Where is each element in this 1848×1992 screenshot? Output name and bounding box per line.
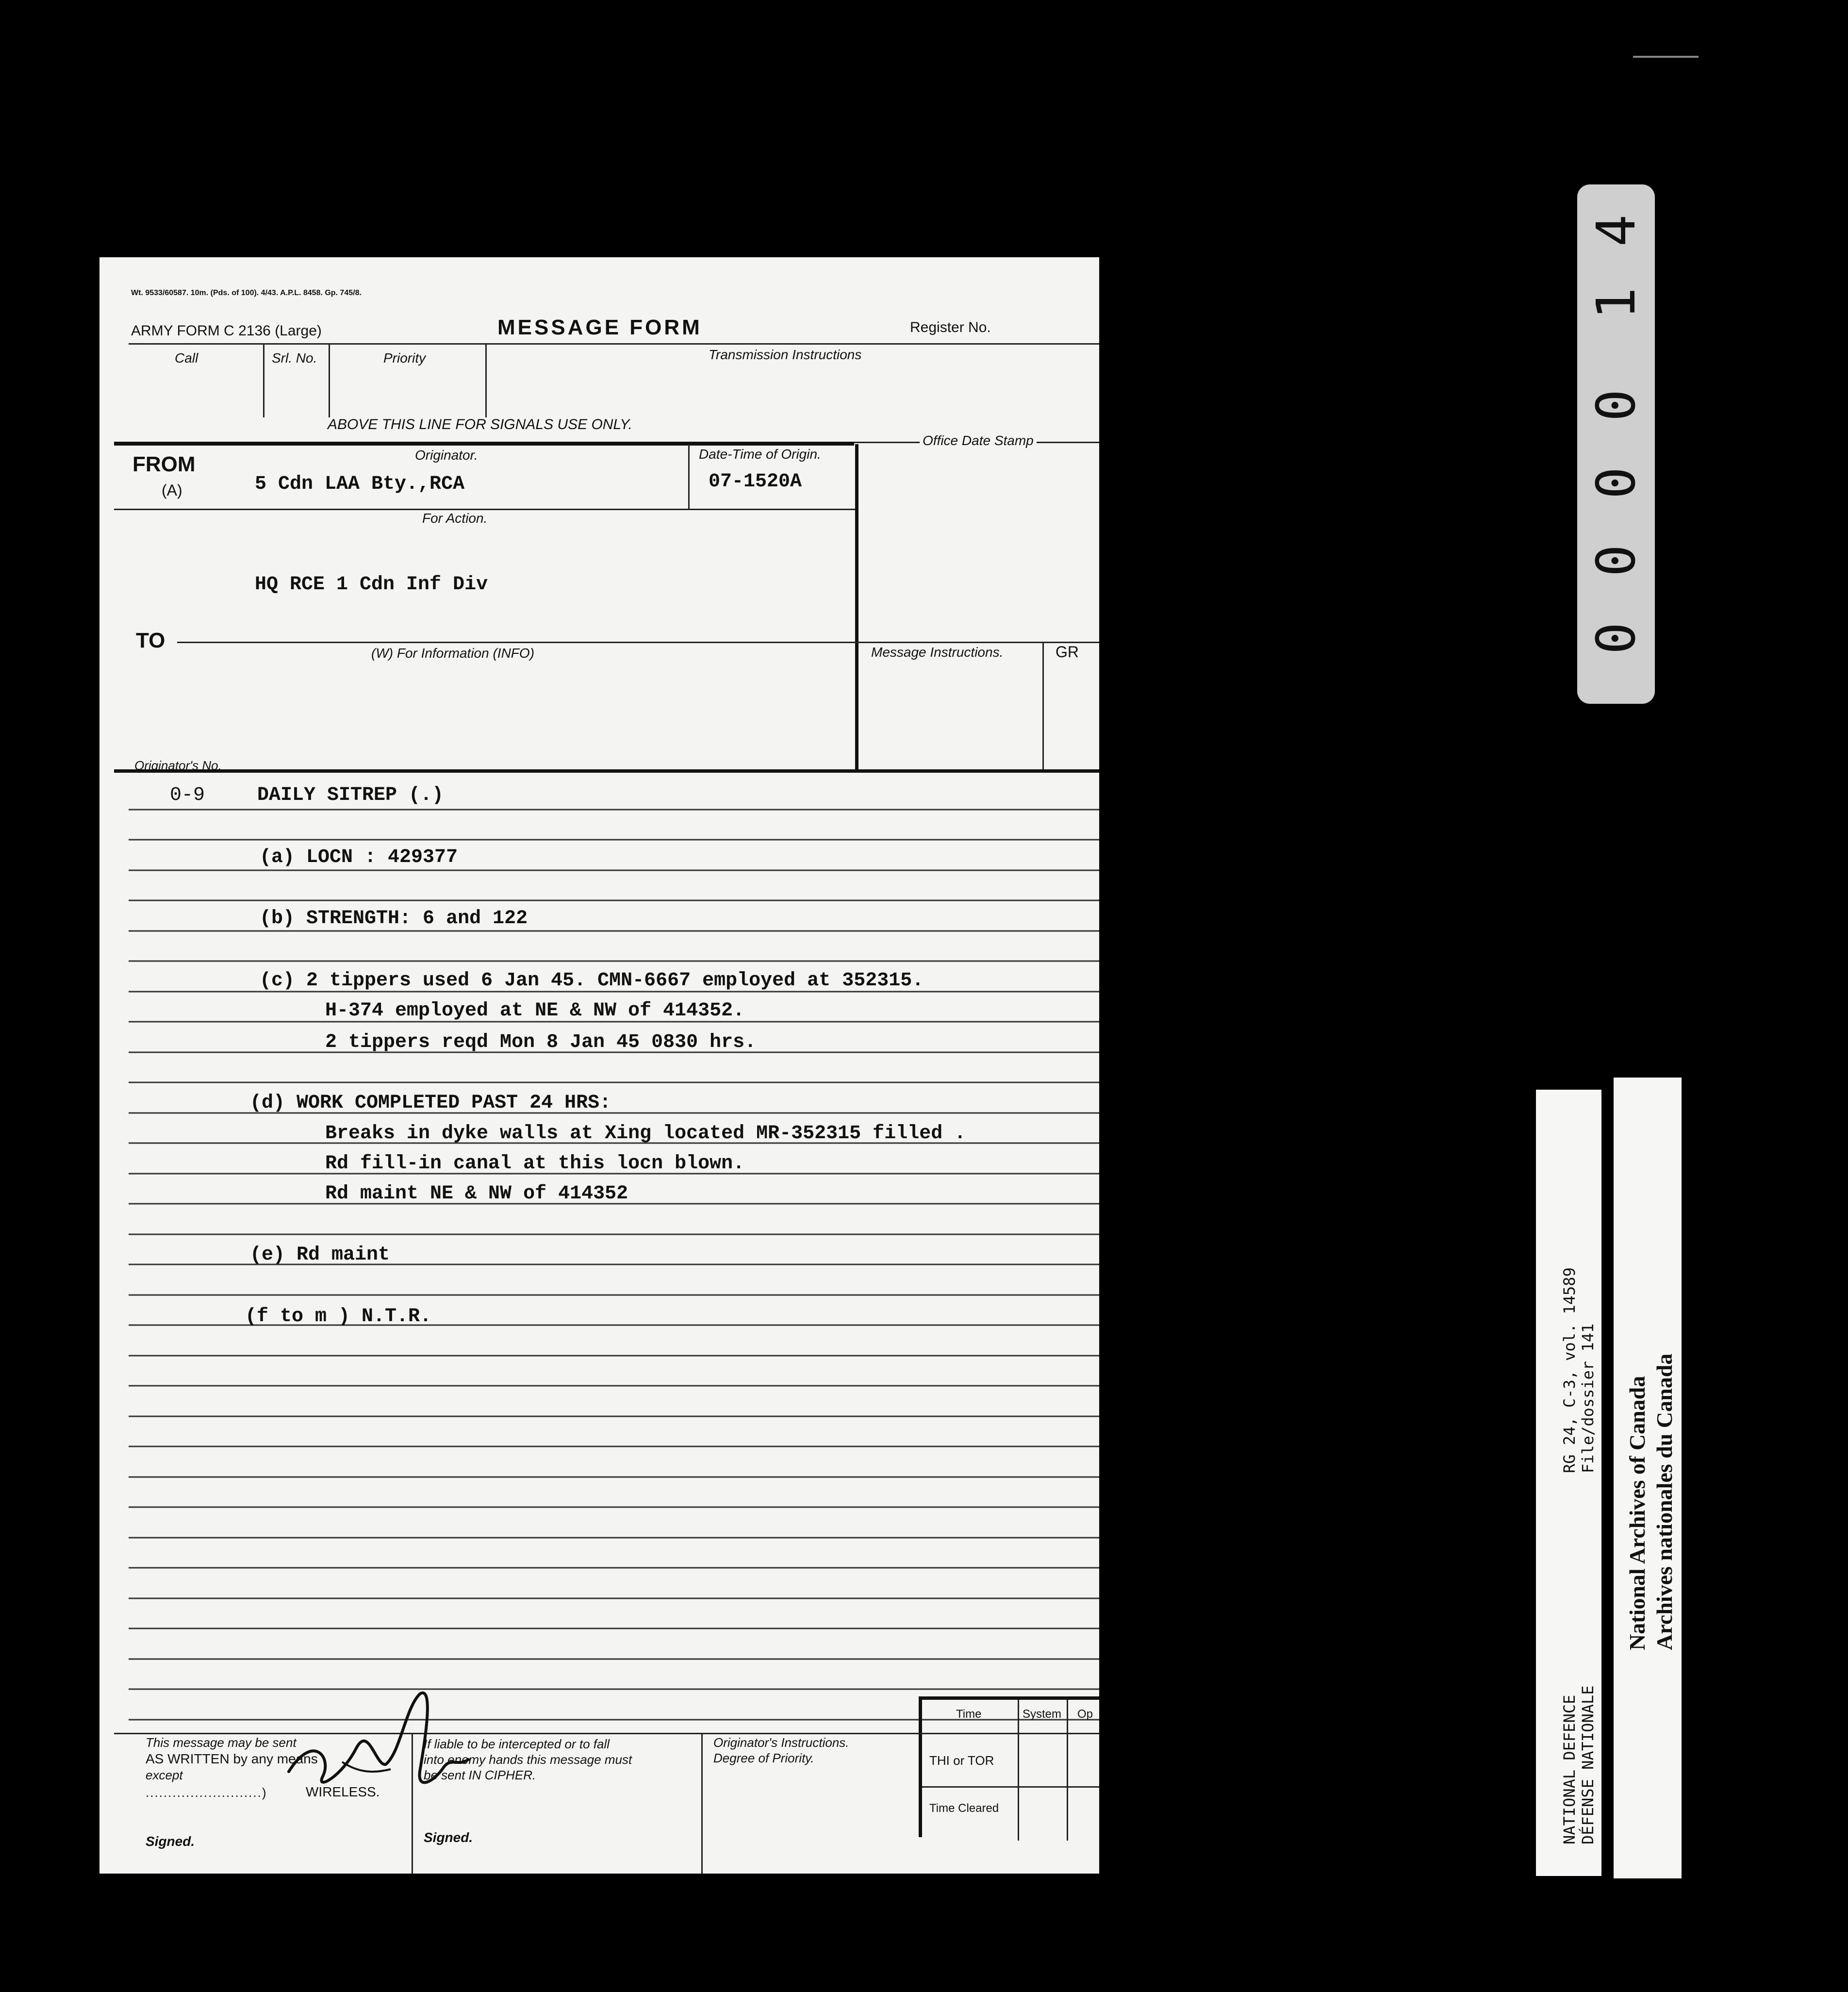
heavy-rule bbox=[920, 1696, 1099, 1700]
time-label: Time bbox=[956, 1708, 982, 1721]
ruled-lines bbox=[99, 257, 1099, 1874]
counter-digit: 0 bbox=[1585, 389, 1647, 422]
signals-note: ABOVE THIS LINE FOR SIGNALS USE ONLY. bbox=[328, 416, 632, 432]
divider bbox=[412, 1733, 413, 1874]
message-line: DAILY SITREP (.) bbox=[257, 784, 444, 806]
msg-instr-label: Message Instructions. bbox=[871, 645, 1004, 660]
cipher-note-1: If liable to be intercepted or to fall bbox=[424, 1737, 610, 1751]
for-action-label: For Action. bbox=[422, 511, 488, 526]
archive-reference-strip bbox=[1536, 1090, 1601, 1876]
srl-label: Srl. No. bbox=[272, 350, 317, 365]
message-line: H-374 employed at NE & NW of 414352. bbox=[325, 1000, 745, 1022]
divider bbox=[1067, 1700, 1068, 1841]
orig-no-label: Originator's No. bbox=[134, 758, 222, 773]
message-line: (b) STRENGTH: 6 and 122 bbox=[260, 908, 528, 930]
message-line: 2 tippers reqd Mon 8 Jan 45 0830 hrs. bbox=[325, 1031, 757, 1053]
cipher-note-3: be sent IN CIPHER. bbox=[424, 1768, 536, 1782]
written-note-1: This message may be sent bbox=[146, 1735, 297, 1750]
counter-digit: 4 bbox=[1585, 214, 1647, 247]
info-label: (W) For Information (INFO) bbox=[371, 646, 535, 661]
orig-no-value: 0-9 bbox=[170, 784, 205, 806]
originator-value: 5 Cdn LAA Bty.,RCA bbox=[255, 473, 465, 495]
archive-ref-2: File/dossier 141 bbox=[1579, 1323, 1597, 1473]
op-label: Op bbox=[1077, 1708, 1093, 1721]
message-line: (e) Rd maint bbox=[250, 1244, 390, 1266]
divider bbox=[1018, 1700, 1019, 1841]
call-label: Call bbox=[175, 350, 198, 365]
cipher-note-2: into enemy hands this message must bbox=[424, 1752, 632, 1767]
written-note-2: AS WRITTEN by any means bbox=[146, 1751, 318, 1766]
dto-value: 07-1520A bbox=[709, 471, 802, 493]
form-id: ARMY FORM C 2136 (Large) bbox=[131, 323, 322, 339]
dto-label: Date-Time of Origin. bbox=[699, 447, 821, 462]
counter-digit: 0 bbox=[1585, 622, 1647, 655]
defence-line-1: NATIONAL DEFENCE bbox=[1560, 1694, 1579, 1844]
scan-mark bbox=[1633, 56, 1699, 58]
transmission-label: Transmission Instructions bbox=[709, 347, 862, 362]
print-code: Wt. 9533/60587. 10m. (Pds. of 100). 4/43. A.P.L. 8458. Gp. 745/8. bbox=[131, 289, 362, 297]
nac-french: Archives nationales du Canada bbox=[1652, 1353, 1677, 1650]
counter-digit: 1 bbox=[1585, 287, 1647, 320]
to-label: TO bbox=[136, 629, 165, 652]
thi-label: THI or TOR bbox=[929, 1753, 994, 1768]
orig-instr-2: Degree of Priority. bbox=[713, 1751, 814, 1765]
signed-mid: Signed. bbox=[424, 1830, 473, 1845]
national-archives-label bbox=[1614, 1078, 1682, 1878]
divider bbox=[701, 1733, 703, 1874]
system-label: System bbox=[1023, 1708, 1062, 1721]
written-note-4: WIRELESS. bbox=[306, 1784, 380, 1799]
office-stamp-label: Office Date Stamp bbox=[920, 433, 1037, 448]
message-line: Rd fill-in canal at this locn blown. bbox=[325, 1153, 745, 1175]
register-label: Register No. bbox=[910, 319, 991, 335]
gr-label: GR bbox=[1056, 643, 1079, 661]
from-label: FROM bbox=[132, 452, 196, 476]
from-sub: (A) bbox=[162, 481, 182, 499]
form-title: MESSAGE FORM bbox=[497, 315, 702, 339]
except-dots: ..........................) bbox=[146, 1785, 267, 1800]
written-note-3: except bbox=[146, 1768, 183, 1782]
message-form-sheet bbox=[99, 257, 1099, 1874]
orig-instr-1: Originator's Instructions. bbox=[713, 1735, 849, 1750]
message-line: (c) 2 tippers used 6 Jan 45. CMN-6667 employed at 352315. bbox=[260, 970, 924, 992]
frame-counter bbox=[1577, 184, 1655, 704]
message-line: (a) LOCN : 429377 bbox=[260, 847, 458, 868]
action-value: HQ RCE 1 Cdn Inf Div bbox=[255, 574, 488, 596]
archive-ref-1: RG 24, C-3, vol. 14589 bbox=[1560, 1267, 1579, 1473]
heavy-divider bbox=[919, 1696, 922, 1837]
priority-label: Priority bbox=[383, 350, 426, 365]
message-line: Breaks in dyke walls at Xing located MR-352315 filled . bbox=[325, 1123, 966, 1145]
originator-label: Originator. bbox=[415, 448, 478, 463]
defence-line-2: DÉFENSE NATIONALE bbox=[1579, 1685, 1597, 1844]
counter-digit: 0 bbox=[1585, 466, 1647, 499]
counter-digit: 0 bbox=[1585, 544, 1647, 577]
message-line: Rd maint NE & NW of 414352 bbox=[325, 1183, 628, 1205]
signed-left: Signed. bbox=[146, 1834, 195, 1849]
message-line: (d) WORK COMPLETED PAST 24 HRS: bbox=[250, 1092, 611, 1114]
nac-english: National Archives of Canada bbox=[1625, 1376, 1650, 1650]
footer-rule bbox=[922, 1786, 1099, 1788]
cleared-label: Time Cleared bbox=[929, 1802, 999, 1815]
message-line: (f to m ) N.T.R. bbox=[245, 1306, 432, 1328]
